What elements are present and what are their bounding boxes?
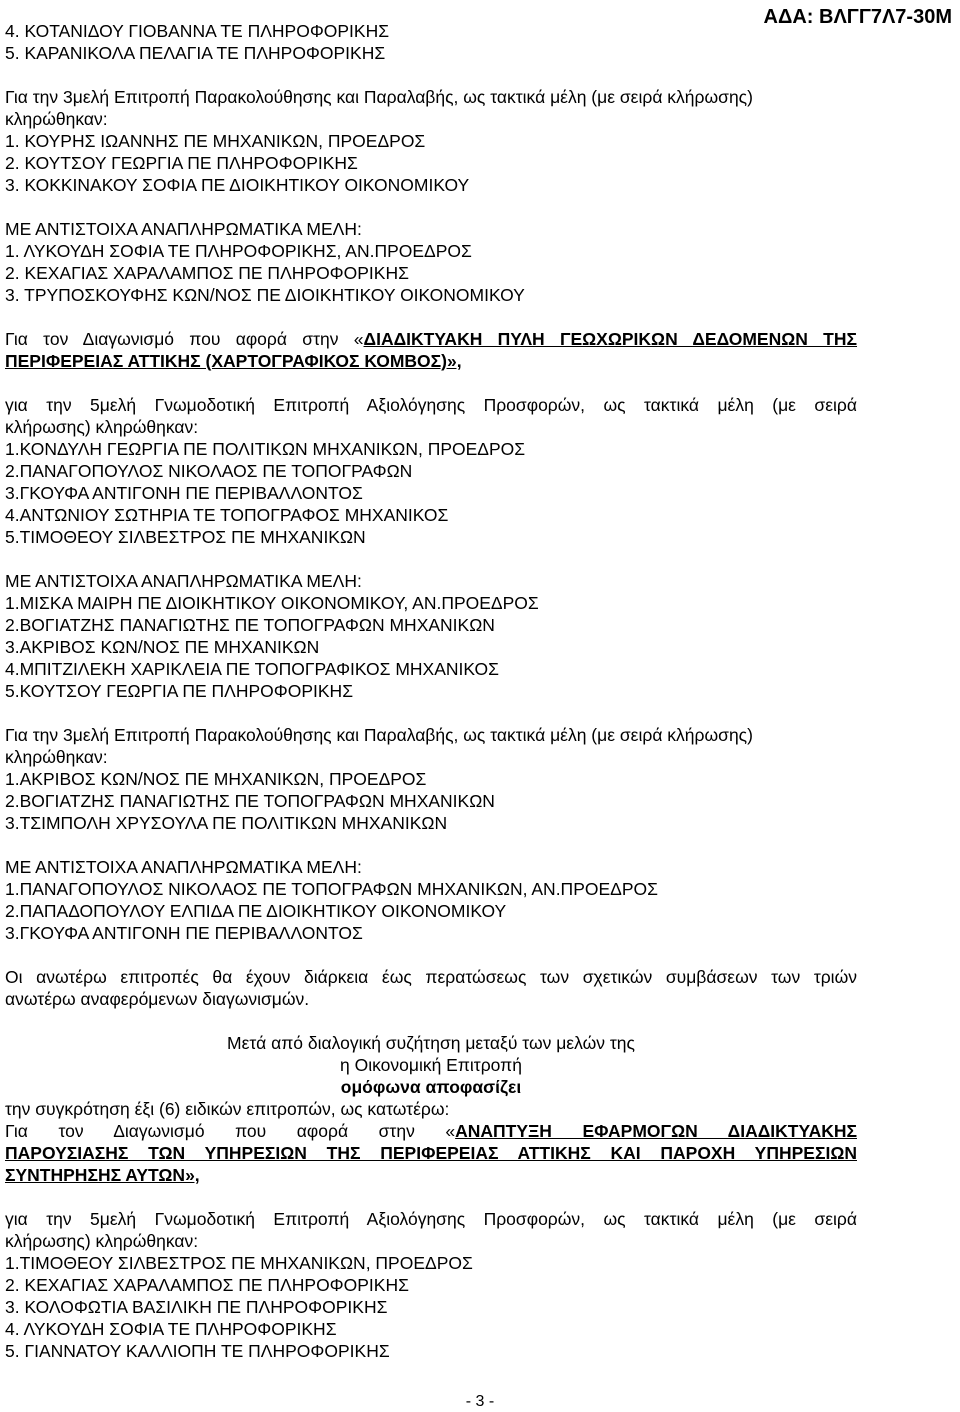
list-item: 2.ΠΑΝΑΓΟΠΟΥΛΟΣ ΝΙΚΟΛΑΟΣ ΠΕ ΤΟΠΟΓΡΑΦΩΝ [5, 461, 413, 481]
decision-line: η Οικονομική Επιτροπή [340, 1055, 522, 1075]
list-item: 1. ΛΥΚΟΥΔΗ ΣΟΦΙΑ ΤΕ ΠΛΗΡΟΦΟΡΙΚΗΣ, ΑΝ.ΠΡΟΕΔΡΟΣ [5, 241, 472, 261]
list-item: 2. ΚΕΧΑΓΙΑΣ ΧΑΡΑΛΑΜΠΟΣ ΠΕ ΠΛΗΡΟΦΟΡΙΚΗΣ [5, 1275, 409, 1295]
paragraph: κλήρωσης) κληρώθηκαν: [5, 1231, 199, 1251]
page-number: - 3 - [465, 1393, 495, 1410]
list-item: 3. ΚΟΚΚΙΝΑΚΟΥ ΣΟΦΙΑ ΠΕ ΔΙΟΙΚΗΤΙΚΟΥ ΟΙΚΟΝΟΜΙΚΟΥ [5, 175, 470, 195]
section-heading: ΜΕ ΑΝΤΙΣΤΟΙΧΑ ΑΝΑΠΛΗΡΩΜΑΤΙΚΑ ΜΕΛΗ: [5, 219, 362, 239]
list-item: 4. ΛΥΚΟΥΔΗ ΣΟΦΙΑ ΤΕ ΠΛΗΡΟΦΟΡΙΚΗΣ [5, 1319, 337, 1339]
tender-title-line: Για τον Διαγωνισμό που αφορά στην «ΔΙΑΔΙΚΤΥΑΚΗ ΠΥΛΗ ΓΕΩΧΩΡΙΚΩΝ ΔΕΔΟΜΕΝΩΝ ΤΗΣ [5, 329, 858, 349]
paragraph: Οι ανωτέρω επιτροπές θα έχουν διάρκεια έως περατώσεως των σχετικών συμβάσεων των τριών [5, 967, 857, 987]
paragraph: κληρώθηκαν: [5, 109, 108, 129]
list-item: 1.ΑΚΡΙΒΟΣ ΚΩΝ/ΝΟΣ ΠΕ ΜΗΧΑΝΙΚΩΝ, ΠΡΟΕΔΡΟΣ [5, 769, 427, 789]
list-item: 3. ΤΡΥΠΟΣΚΟΥΦΗΣ ΚΩΝ/ΝΟΣ ΠΕ ΔΙΟΙΚΗΤΙΚΟΥ ΟΙΚΟΝΟΜΙΚΟΥ [5, 285, 525, 305]
list-item: 1.ΜΙΣΚΑ ΜΑΙΡΗ ΠΕ ΔΙΟΙΚΗΤΙΚΟΥ ΟΙΚΟΝΟΜΙΚΟΥ, ΑΝ.ΠΡΟΕΔΡΟΣ [5, 593, 539, 613]
list-item: 3.ΓΚΟΥΦΑ ΑΝΤΙΓΟΝΗ ΠΕ ΠΕΡΙΒΑΛΛΟΝΤΟΣ [5, 483, 363, 503]
list-item: 2.ΒΟΓΙΑΤΖΗΣ ΠΑΝΑΓΙΩΤΗΣ ΠΕ ΤΟΠΟΓΡΑΦΩΝ ΜΗΧΑΝΙΚΩΝ [5, 615, 495, 635]
tender-title-line: ΠΑΡΟΥΣΙΑΣΗΣ ΤΩΝ ΥΠΗΡΕΣΙΩΝ ΤΗΣ ΠΕΡΙΦΕΡΕΙΑΣ ΑΤΤΙΚΗΣ ΚΑΙ ΠΑΡΟΧΗ ΥΠΗΡΕΣΙΩΝ [5, 1143, 857, 1163]
paragraph: για την 5μελή Γνωμοδοτική Επιτροπή Αξιολόγησης Προσφορών, ως τακτικά μέλη (με σειρά [5, 395, 857, 415]
tender-title-line: Για τον Διαγωνισμό που αφορά στην «ΑΝΑΠΤΥΞΗ ΕΦΑΡΜΟΓΩΝ ΔΙΑΔΙΚΤΥΑΚΗΣ [5, 1121, 857, 1141]
document-body [5, 20, 857, 1362]
list-item: 1.ΤΙΜΟΘΕΟΥ ΣΙΛΒΕΣΤΡΟΣ ΠΕ ΜΗΧΑΝΙΚΩΝ, ΠΡΟΕΔΡΟΣ [5, 1253, 473, 1273]
tender-title-line: ΠΕΡΙΦΕΡΕΙΑΣ ΑΤΤΙΚΗΣ (ΧΑΡΤΟΓΡΑΦΙΚΟΣ ΚΟΜΒΟΣ)», [5, 351, 462, 371]
list-item: 2. ΚΟΥΤΣΟΥ ΓΕΩΡΓΙΑ ΠΕ ΠΛΗΡΟΦΟΡΙΚΗΣ [5, 153, 358, 173]
paragraph: Για την 3μελή Επιτροπή Παρακολούθησης και Παραλαβής, ως τακτικά μέλη (με σειρά κλήρωσης) [5, 725, 753, 745]
list-item: 4. ΚΟΤΑΝΙΔΟΥ ΓΙΟΒΑΝΝΑ ΤΕ ΠΛΗΡΟΦΟΡΙΚΗΣ [5, 21, 390, 41]
list-item: 5.ΚΟΥΤΣΟΥ ΓΕΩΡΓΙΑ ΠΕ ΠΛΗΡΟΦΟΡΙΚΗΣ [5, 681, 354, 701]
list-item: 3.ΑΚΡΙΒΟΣ ΚΩΝ/ΝΟΣ ΠΕ ΜΗΧΑΝΙΚΩΝ [5, 637, 320, 657]
list-item: 4.ΑΝΤΩΝΙΟΥ ΣΩΤΗΡΙΑ ΤΕ ΤΟΠΟΓΡΑΦΟΣ ΜΗΧΑΝΙΚΟΣ [5, 505, 449, 525]
list-item: 2. ΚΕΧΑΓΙΑΣ ΧΑΡΑΛΑΜΠΟΣ ΠΕ ΠΛΗΡΟΦΟΡΙΚΗΣ [5, 263, 409, 283]
decision-verdict: ομόφωνα αποφασίζει [340, 1077, 522, 1097]
section-heading: ΜΕ ΑΝΤΙΣΤΟΙΧΑ ΑΝΑΠΛΗΡΩΜΑΤΙΚΑ ΜΕΛΗ: [5, 571, 362, 591]
list-item: 3.ΓΚΟΥΦΑ ΑΝΤΙΓΟΝΗ ΠΕ ΠΕΡΙΒΑΛΛΟΝΤΟΣ [5, 923, 363, 943]
list-item: 1. ΚΟΥΡΗΣ ΙΩΑΝΝΗΣ ΠΕ ΜΗΧΑΝΙΚΩΝ, ΠΡΟΕΔΡΟΣ [5, 131, 426, 151]
list-item: 3. ΚΟΛΟΦΩΤΙΑ ΒΑΣΙΛΙΚΗ ΠΕ ΠΛΗΡΟΦΟΡΙΚΗΣ [5, 1297, 388, 1317]
paragraph: την συγκρότηση έξι (6) ειδικών επιτροπών, ως κατωτέρω: [5, 1099, 450, 1119]
list-item: 2.ΠΑΠΑΔΟΠΟΥΛΟΥ ΕΛΠΙΔΑ ΠΕ ΔΙΟΙΚΗΤΙΚΟΥ ΟΙΚΟΝΟΜΙΚΟΥ [5, 901, 507, 921]
paragraph: Για την 3μελή Επιτροπή Παρακολούθησης και Παραλαβής, ως τακτικά μέλη (με σειρά κλήρωσης) [5, 87, 753, 107]
list-item: 2.ΒΟΓΙΑΤΖΗΣ ΠΑΝΑΓΙΩΤΗΣ ΠΕ ΤΟΠΟΓΡΑΦΩΝ ΜΗΧΑΝΙΚΩΝ [5, 791, 495, 811]
list-item: 3.ΤΣΙΜΠΟΛΗ ΧΡΥΣΟΥΛΑ ΠΕ ΠΟΛΙΤΙΚΩΝ ΜΗΧΑΝΙΚΩΝ [5, 813, 448, 833]
section-heading: ΜΕ ΑΝΤΙΣΤΟΙΧΑ ΑΝΑΠΛΗΡΩΜΑΤΙΚΑ ΜΕΛΗ: [5, 857, 362, 877]
decision-line: Μετά από διαλογική συζήτηση μεταξύ των μελών της [227, 1033, 635, 1053]
list-item: 5. ΚΑΡΑΝΙΚΟΛΑ ΠΕΛΑΓΙΑ ΤΕ ΠΛΗΡΟΦΟΡΙΚΗΣ [5, 43, 386, 63]
ada-code: ΑΔΑ: ΒΛΓΓ7Λ7-30Μ [763, 6, 952, 28]
paragraph: κληρώθηκαν: [5, 747, 108, 767]
list-item: 5.ΤΙΜΟΘΕΟΥ ΣΙΛΒΕΣΤΡΟΣ ΠΕ ΜΗΧΑΝΙΚΩΝ [5, 527, 366, 547]
list-item: 1.ΚΟΝΔΥΛΗ ΓΕΩΡΓΙΑ ΠΕ ΠΟΛΙΤΙΚΩΝ ΜΗΧΑΝΙΚΩΝ, ΠΡΟΕΔΡΟΣ [5, 439, 526, 459]
list-item: 1.ΠΑΝΑΓΟΠΟΥΛΟΣ ΝΙΚΟΛΑΟΣ ΠΕ ΤΟΠΟΓΡΑΦΩΝ ΜΗΧΑΝΙΚΩΝ, ΑΝ.ΠΡΟΕΔΡΟΣ [5, 879, 658, 899]
list-item: 4.ΜΠΙΤΖΙΛΕΚΗ ΧΑΡΙΚΛΕΙΑ ΠΕ ΤΟΠΟΓΡΑΦΙΚΟΣ ΜΗΧΑΝΙΚΟΣ [5, 659, 499, 679]
paragraph: ανωτέρω αναφερόμενων διαγωνισμών. [5, 989, 310, 1009]
list-item: 5. ΓΙΑΝΝΑΤΟΥ ΚΑΛΛΙΟΠΗ ΤΕ ΠΛΗΡΟΦΟΡΙΚΗΣ [5, 1341, 390, 1361]
paragraph: κλήρωσης) κληρώθηκαν: [5, 417, 199, 437]
tender-title-line: ΣΥΝΤΗΡΗΣΗΣ ΑΥΤΩΝ», [5, 1165, 200, 1185]
paragraph: για την 5μελή Γνωμοδοτική Επιτροπή Αξιολόγησης Προσφορών, ως τακτικά μέλη (με σειρά [5, 1209, 857, 1229]
